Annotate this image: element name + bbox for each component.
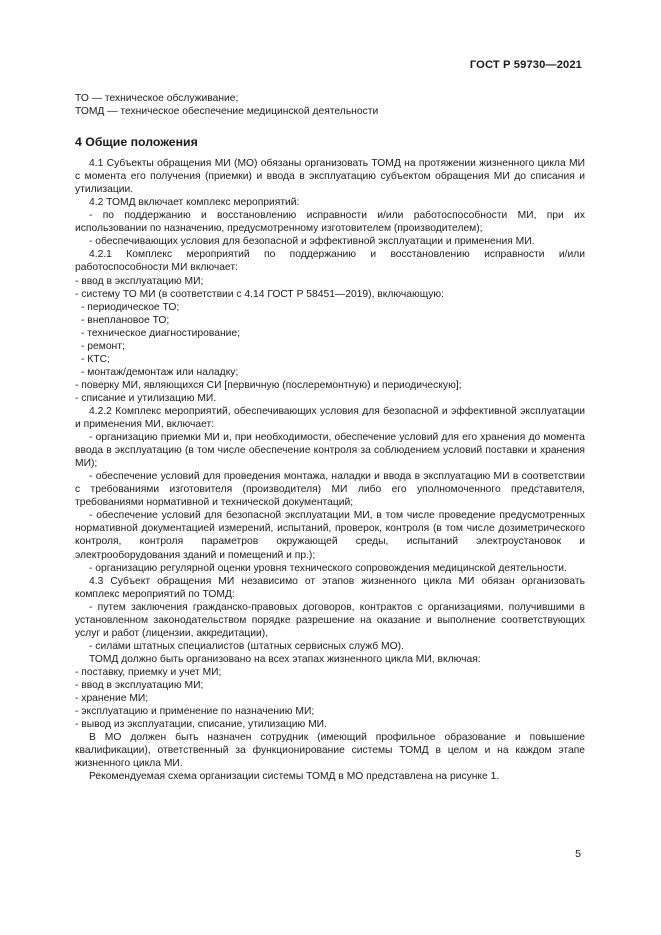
- list-item: - ввод в эксплуатацию МИ;: [75, 679, 204, 691]
- paragraph-4-2-2: 4.2.2 Комплекс мероприятий, обеспечивающих условия для безопасной и эффективной эксплуатации и применения МИ, включает:: [75, 405, 585, 431]
- abbreviation-tomd: ТОМД — техническое обеспечение медицинской деятельности: [75, 106, 379, 118]
- list-item: - КТС;: [81, 353, 110, 365]
- page-number: 5: [575, 848, 581, 860]
- standard-header: ГОСТ Р 59730—2021: [469, 59, 582, 71]
- list-item: - обеспечение условий для проведения монтажа, наладки и ввода в эксплуатацию МИ в соответствии с требованиями изготовителя (производителя) МИ либо его уполномоченного представителя, требованиями нормативной и технической документаций;: [75, 471, 585, 509]
- list-item: - силами штатных специалистов (штатных сервисных служб МО).: [89, 640, 404, 652]
- list-item: - монтаж/демонтаж или наладку;: [81, 366, 239, 378]
- list-item: - списание и утилизацию МИ.: [75, 392, 217, 404]
- abbreviation-to: ТО — техническое обслуживание;: [75, 93, 239, 104]
- paragraph-lifecycle: ТОМД должно быть организовано на всех этапах жизненного цикла МИ, включая:: [89, 653, 481, 665]
- list-item: - внеплановое ТО;: [81, 314, 170, 326]
- list-item: - систему ТО МИ (в соответствии с 4.14 ГОСТ Р 58451—2019), включающую:: [75, 288, 445, 300]
- list-item: - поставку, приемку и учет МИ;: [75, 666, 222, 678]
- list-item: - ремонт;: [81, 340, 125, 352]
- paragraph-4-2: 4.2 ТОМД включает комплекс мероприятий:: [89, 197, 300, 209]
- list-item: - техническое диагностирование;: [81, 327, 240, 339]
- list-item: - организацию приемки МИ и, при необходимости, обеспечение условий для его хранения до момента ввода в эксплуатацию (в том числе обеспечение контроля за соблюдением условий поставки и хранения МИ);: [75, 432, 585, 470]
- list-item: - по поддержанию и восстановлению исправности и/или работоспособности МИ, при их использовании по назначению, предусмотренному изготовителем (производителем);: [75, 210, 585, 235]
- paragraph-4-3: 4.3 Субъект обращения МИ независимо от этапов жизненного цикла МИ обязан организовать комплекс мероприятий по ТОМД:: [75, 575, 585, 600]
- paragraph-4-1: 4.1 Субъекты обращения МИ (МО) обязаны организовать ТОМД на протяжении жизненного цикла МИ с момента его получения (приемки) и ввода в эксплуатацию субъектом обращения МИ до списания и утилизации.: [75, 158, 585, 196]
- page-body: [75, 92, 585, 783]
- list-item: - поверку МИ, являющихся СИ [первичную (послеремонтную) и периодическую];: [75, 379, 462, 391]
- list-item: - организацию регулярной оценки уровня технического сопровождения медицинской деятельности.: [89, 562, 567, 574]
- list-item: - обеспечивающих условия для безопасной и эффективной эксплуатации и применения МИ.: [89, 236, 535, 248]
- list-item: - путем заключения гражданско-правовых договоров, контрактов с организациями, получившими в установленном законодательством порядке разрешение на оказание и выполнение соответствующих услуг и работ (лицензии, аккредитации),: [75, 601, 585, 639]
- paragraph-figure-ref: Рекомендуемая схема организации системы ТОМД в МО представлена на рисунке 1.: [89, 771, 500, 783]
- section-title: 4 Общие положения: [75, 135, 198, 150]
- list-item: - вывод из эксплуатации, списание, утилизацию МИ.: [75, 719, 327, 731]
- list-item: - хранение МИ;: [75, 693, 149, 705]
- list-item: - обеспечение условий для безопасной эксплуатации МИ, в том числе проведение предусмотренных нормативной документацией измерений, испытаний, проверок, контроля (в том числе дозиметрического контроля, контроля параметров окружающей среды, испытаний электроустановок и электрооборудования зданий и помещений и пр.);: [75, 510, 585, 561]
- list-item: - эксплуатацию и применение по назначению МИ;: [75, 706, 315, 718]
- list-item: - ввод в эксплуатацию МИ;: [75, 275, 204, 287]
- paragraph-4-2-1: 4.2.1 Комплекс мероприятий по поддержанию и восстановлению исправности и/или работоспособности МИ включает:: [75, 249, 585, 274]
- paragraph-responsible: В МО должен быть назначен сотрудник (имеющий профильное образование и повышение квалификации), ответственный за функционирование системы ТОМД в целом и на каждом этапе жизненного цикла МИ.: [75, 732, 585, 770]
- list-item: - периодическое ТО;: [81, 301, 180, 313]
